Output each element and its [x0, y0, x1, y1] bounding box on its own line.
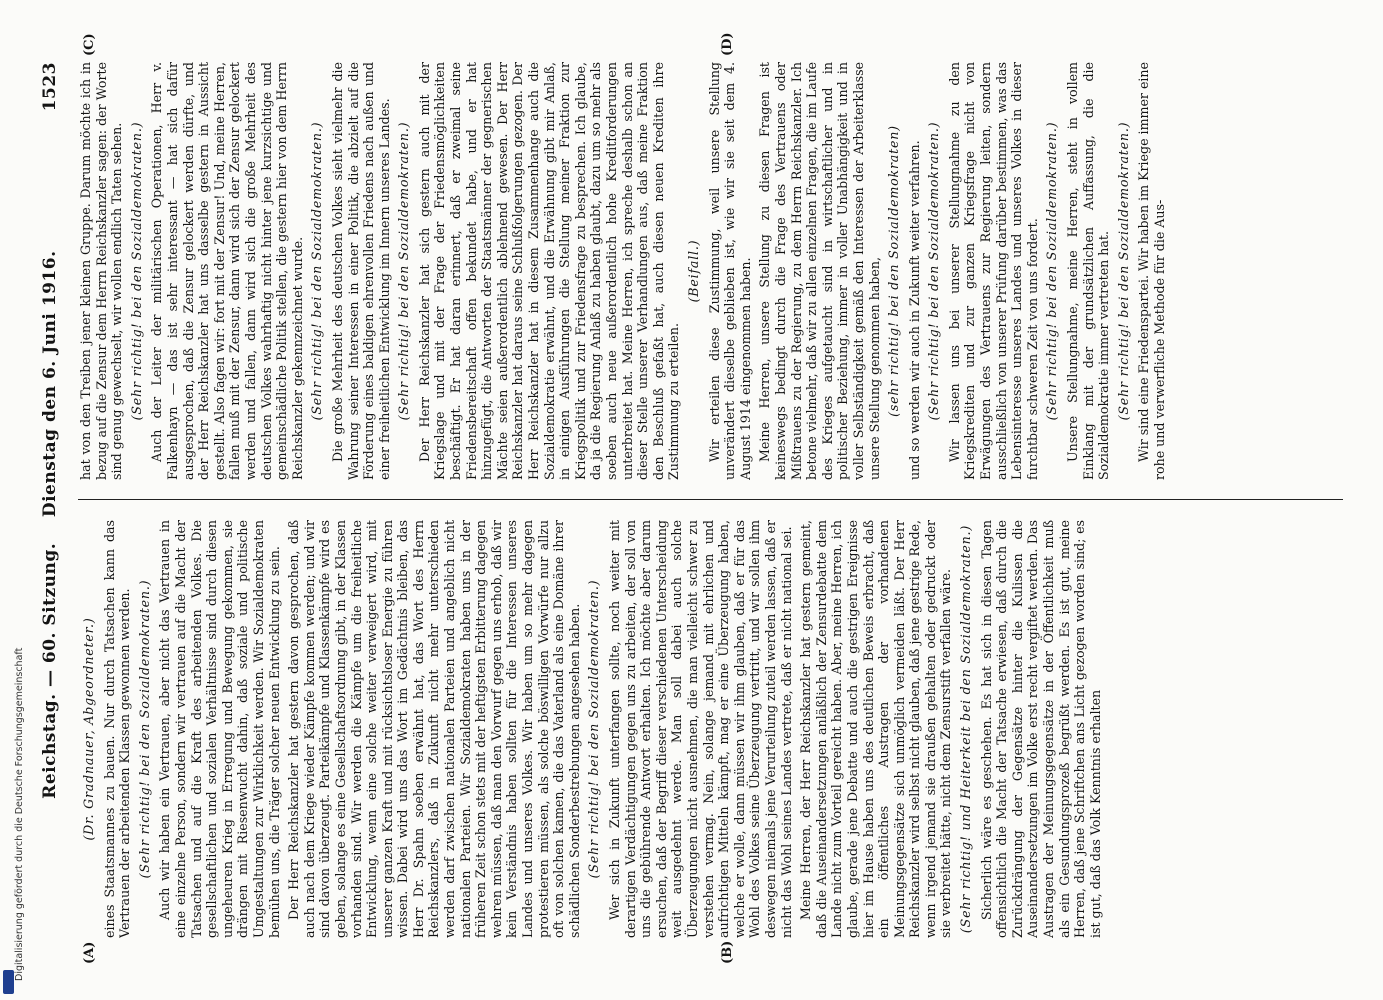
- paragraph: Der Herr Reichskanzler hat sich gestern auch mit der Kriegslage und mit der Frage der Friedensmöglichkeiten beschäftigt. Er hat daran erinnert, daß er zweimal seine Friedensbereitschaft offen bekundet habe, und er hat hinzugefügt, die Antworten der Staatsmänner der gegnerischen Mächte seien außerordentlich ablehnend gewesen. Der Herr Reichskanzler hat daraus seine Schlußfolgerungen gezogen. Der Herr Reichskanzler hat in diesem Zusammenhange auch die Sozialdemokratie erwähnt, und die Erwähnung gibt mir Anlaß, in einigen Ausführungen die Stellung meiner Fraktion zur Kriegspolitik und zur Friedensfrage zu besprechen. Ich glaube, da ja die Regierung Anlaß zu haben glaubt, dazu um so mehr als soeben auch neue außerordentlich hohe Kreditforderungen unterbreitet hat. Meine Herren, ich spreche deshalb schon an dieser Stelle unserer Verhandlungen aus, daß meine Fraktion den Beschluß gefaßt hat, auch diesen neuen Krediten ihre Zustimmung zu erteilen.: [416, 62, 682, 480]
- margin-marker-c: (C): [82, 33, 97, 56]
- column-divider: [78, 499, 1343, 500]
- paragraph: hat von den Treiben jener kleinen Gruppe. Darum möchte ich in bezug auf die Zensur dem Herrn Reichskanzler sagen: der Worte sind genug gewechselt, wir wollen endlich Taten sehen.: [78, 62, 125, 480]
- paragraph: Wir sind eine Friedenspartei. Wir haben im Kriege immer eine rohe und verwerfliche Methode für die Aus-: [1136, 62, 1167, 480]
- paragraph: Wir lassen uns bei unserer Stellungnahme zu den Kriegskrediten und zur ganzen Kriegsfrage nicht von Erwägungen des Vertrauens zur Regierung leiten, sondern ausschließlich von unserer Prüfung darüber bestimmen, was das Lebensinteresse unseres Landes und unseres Volkes in dieser furchtbar schweren Zeit von uns fordert.: [946, 62, 1040, 480]
- stage-direction: (Sehr richtig! bei den Sozialdemokraten.): [136, 579, 152, 879]
- dfg-logo-icon: [3, 970, 14, 994]
- margin-marker-b: (B): [720, 940, 735, 964]
- margin-marker-a: (A): [82, 941, 97, 964]
- header-date: Dienstag den 6. Juni 1916.: [40, 250, 60, 518]
- stage-direction: (Sehr richtig! bei den Sozialdemokraten.): [1044, 121, 1060, 421]
- left-column: [78, 520, 1343, 938]
- stage-direction: (Sehr richtig! bei den Sozialdemokraten.): [926, 121, 942, 421]
- right-column: [78, 62, 1343, 480]
- stage-direction: (Sehr richtig! bei den Sozialdemokraten.): [128, 121, 144, 421]
- stage-direction: (Sehr richtig! bei den Sozialdemokraten.): [1115, 121, 1131, 421]
- stage-direction: (Sehr richtig! und Heiterkeit bei den Sozialdemokraten.): [958, 524, 974, 934]
- stage-direction: (sehr richtig! bei den Sozialdemokraten): [886, 125, 902, 417]
- digitization-credit: [2, 2, 25, 992]
- credit-text: Digitalisierung gefördert durch die Deutsche Forschungsgemeinschaft: [14, 647, 25, 981]
- paragraph: Wer sich in Zukunft unterfangen sollte, noch weiter mit derartigen Verdächtigungen gegen uns zu arbeiten, der soll von uns die gebührende Antwort erhalten. Ich möchte aber darum ersuchen, daß der Begriff dieser verschiedenen Unterscheidung weit ausgedehnt werde. Man soll dabei auch solche Überzeugungen nicht ausnehmen, die man vielleicht schwer zu verstehen vermag. Nein, solange jemand mit ehrlichen und aufrichtigen Mitteln kämpft, mag er eine Überzeugung haben, welche er wolle, dann müssen wir ihm glauben, daß er für das Wohl des Volkes seine Überzeugung vertritt, und wir sollen ihm deswegen niemals jene Verurteilung zuteil werden lassen, daß er nicht das Wohl seines Landes vertrete, daß er nicht national sei.: [607, 520, 794, 938]
- paragraph: Auch der Leiter der militärischen Operationen, Herr v. Falkenhayn — das ist sehr interessant — hat sich dafür ausgesprochen, daß die Zensur gelockert werden dürfte, und der Herr Reichskanzler hat uns dasselbe gestern in Aussicht gestellt. Also fagen wir: fort mit der Zensur! Und, meine Herren, fallen muß mit der Zensur, dann wird sich der Zensur gelockert werden und fallen, dann wird sich die große Mehrheit des deutschen Volkes wahrhaftig nicht hinter jene kurzsichtige und gemeinschädliche Politik stellen, die gestern hier von dem Herrn Reichskanzler gekennzeichnet wurde.: [149, 62, 305, 480]
- paragraph: Unsere Stellungnahme, meine Herren, steht in vollem Einklang mit der grundsätzlichen Auffassung, die die Sozialdemokratie immer vertreten hat.: [1065, 62, 1112, 480]
- page-number: 1523: [40, 62, 60, 112]
- paragraph: und so werden wir auch in Zukunft weiter verfahren.: [906, 140, 922, 480]
- paragraph: eines Staatsmannes zu bauen. Nur durch Tatsachen kann das Vertrauen der arbeitenden Klassen gewonnen werden.: [101, 520, 133, 938]
- page-header: [40, 62, 68, 938]
- header-title: [40, 111, 60, 938]
- paragraph: Meine Herren, unsere Stellung zu diesen Fragen ist keineswegs bedingt durch die Frage des Vertrauens oder Mißtrauens zu der Regierung, zu dem Herrn Reichskanzler. Ich betone vielmehr, daß wir zu allen einzelnen Fragen, die im Laufe des Krieges aufgetaucht sind in wirtschaftlicher und in politischer Beziehung, immer in voller Unabhängigkeit und in voller Selbständigkeit gemäß den Interessen der Arbeiterklasse unsere Stellung genommen haben,: [757, 62, 882, 480]
- paragraph: Meine Herren, der Herr Reichskanzler hat gestern gemeint, daß die Auseinandersetzungen anläßlich der Zensurdebatte dem Lande nicht zum Vorteil gereicht haben. Aber, meine Herren, ich glaube, gerade jene Debatte und auch die gestrigen Ereignisse hier im Hause haben uns des deutlichen Beweis erbracht, daß ein öffentliches Austragen der vorhandenen Meinungsgegensätze sich unmöglich vermeiden läßt. Der Herr Reichskanzler wird selbst nicht glauben, daß jene gestrige Rede, wenn irgend jemand sie draußen gehalten oder gedruckt oder sie verbreitet hätte, nicht dem Zensurstift verfallen wäre.: [798, 520, 954, 938]
- header-section: Reichstag. — 60. Sitzung.: [40, 542, 60, 799]
- stage-direction: (Sehr richtig! bei den Sozialdemokraten.): [396, 121, 412, 421]
- paragraph: Sicherlich wäre es geschehen. Es hat sich in diesen Tagen offensichtlich die Macht der Tatsache erwiesen, daß durch die Zurückdrängung der Gegensätze hinter die Kulissen die Auseinandersetzungen im Volke erst recht vergiftet werden. Das Austragen der Meinungsgegensätze in der Öffentlichkeit muß als ein Gesundungsprozeß begrüßt werden. Es ist gut, meine Herren, daß jene Schriftchen ans Licht gezogen worden sind; es ist gut, daß das Volk Kenntnis erhalten: [978, 520, 1103, 938]
- stage-direction: (Beifall.): [685, 239, 701, 303]
- paragraph: Wir erteilen diese Zustimmung, weil unsere Stellung unverändert dieselbe geblieben ist, wie wir sie seit dem 4. August 1914 eingenommen haben.: [706, 62, 753, 480]
- paragraph: Der Herr Reichskanzler hat gestern davon gesprochen, daß auch nach dem Kriege wieder Kämpfe kommen werden; und wir sind davon überzeugt. Parteikämpfe und Klassenkämpfe wird es geben, solange es eine Gesellschaftsordnung gibt, in der Klassen vorhanden sind. Wir werden die Kämpfe um die freiheitliche Entwicklung, wenn eine solche weiter verweigert wird, mit unserer ganzen Kraft und mit rücksichtsloser Energie zu führen wissen. Dabei wird uns das Wort im Gedächtnis bleiben, das Herr Dr. Spahn soeben erwähnt hat, das Wort des Herrn Reichskanzlers, daß in Zukunft nicht mehr unterschieden werden darf zwischen nationalen Parteien und angeblich nicht nationalen Parteien. Wir Sozialdemokraten haben uns in der früheren Zeit schon stets mit der heftigsten Erbitterung dagegen wehren müssen, daß man den Vorwurf gegen uns erhob, daß wir kein Verständnis haben sollten für die Interessen unseres Landes und unseres Volkes. Wir haben um so mehr dagegen protestieren müssen, als solche böswilligen Vorwürfe nur allzu oft von solchen kamen, die das Vaterland als eine Domäne ihrer schädlichen Sonderbestrebungen angesehen haben.: [286, 520, 582, 938]
- stage-direction: (Sehr richtig! bei den Sozialdemokraten.): [309, 121, 325, 421]
- stage-direction: (Sehr richtig! bei den Sozialdemokraten.): [586, 579, 602, 879]
- margin-marker-d: (D): [720, 32, 735, 56]
- paragraph: Die große Mehrheit des deutschen Volkes sieht vielmehr die Wahrung seiner Interessen in einer Politik, die abzielt auf die Förderung eines baldigen ehrenvollen Friedens nach außen und einer freiheitlichen Entwicklung im Innern unseres Landes.: [329, 62, 392, 480]
- speaker-line: (Dr. Gradnauer, Abgeordneter.): [81, 617, 96, 841]
- paragraph: Auch wir haben ein Vertrauen, aber nicht das Vertrauen in eine einzelne Person, sondern wir vertrauen auf die Macht der Tatsachen und auf die Kraft des arbeitenden Volkes. Die gesellschaftlichen und sozialen Verhältnisse sind durch diesen ungeheuren Krieg in Erregung und Bewegung gekommen, sie drängen mit Riesenwucht dahin, daß soziale und politische Umgestaltungen zur Wirklichkeit werden. Wir Sozialdemokraten bemühen uns, die Träger solcher neuen Entwicklung zu sein.: [157, 520, 282, 938]
